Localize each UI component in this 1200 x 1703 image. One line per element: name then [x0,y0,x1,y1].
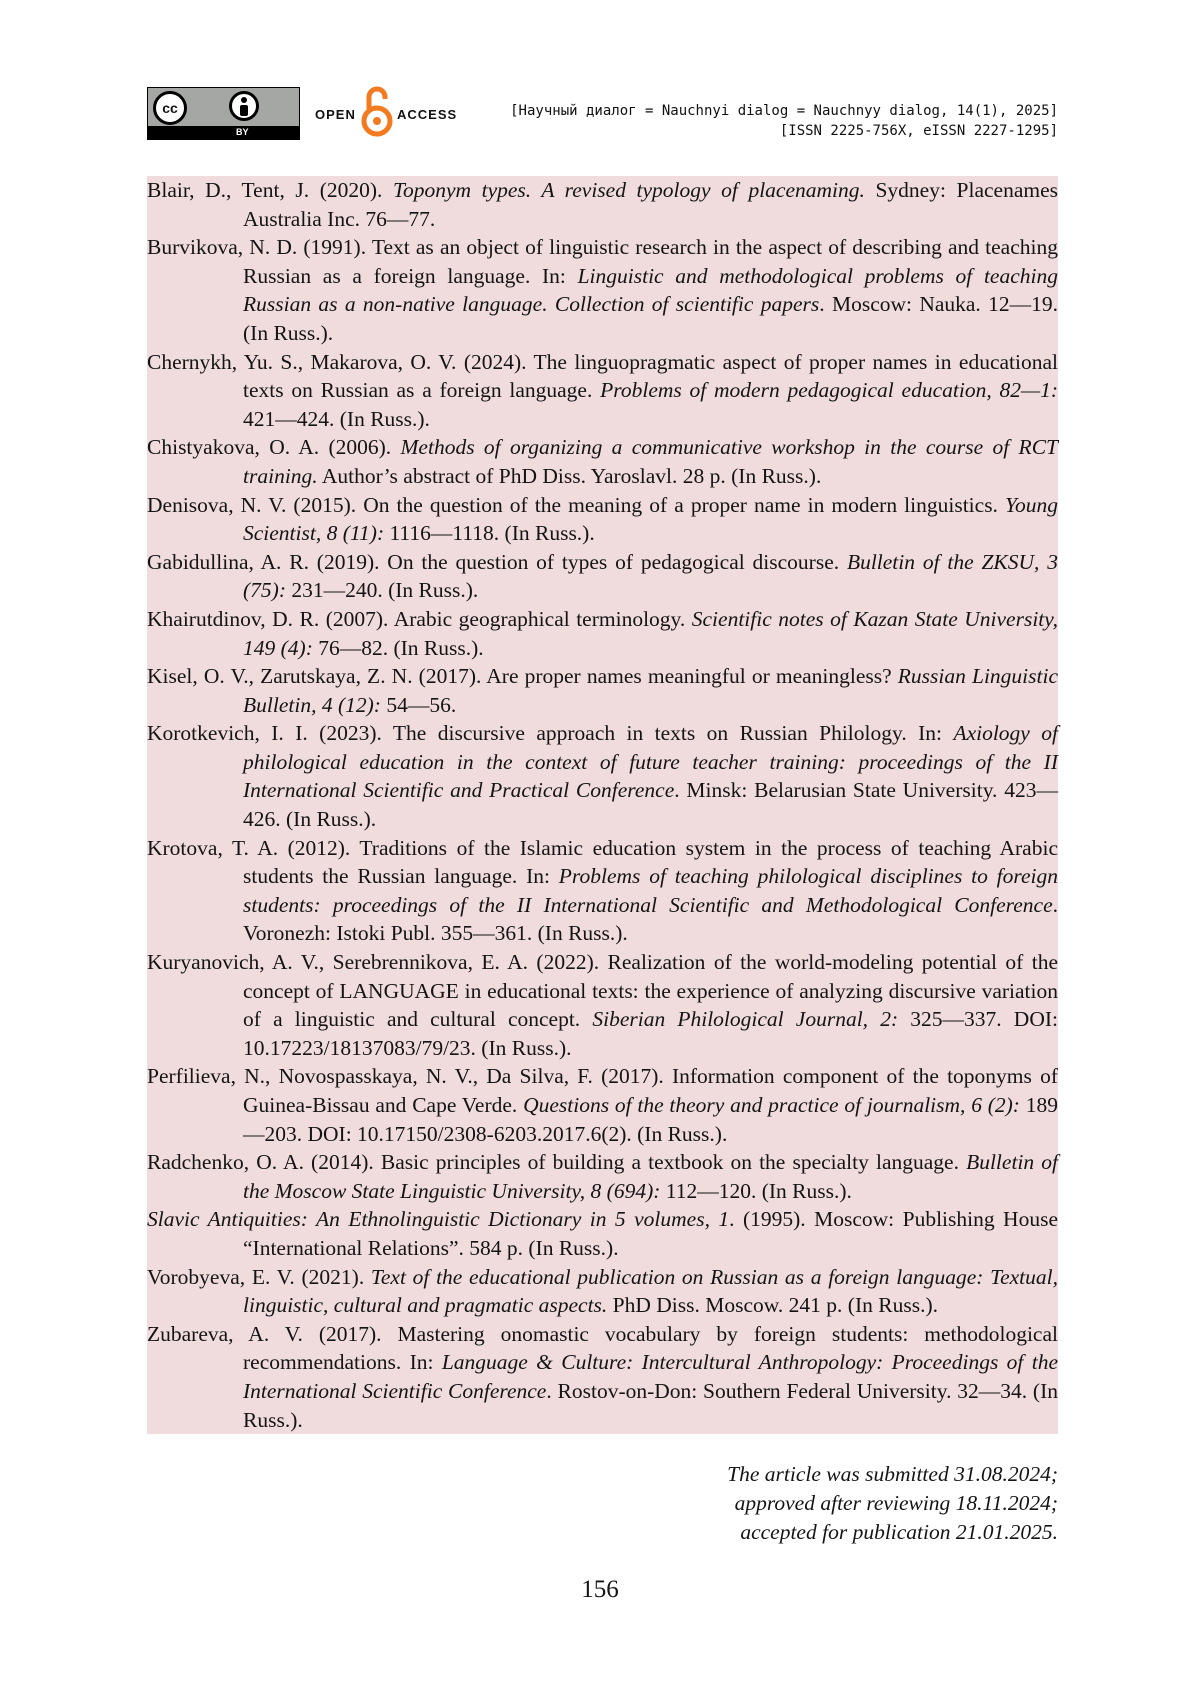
reference-title: Slavic Antiquities: An Ethnolinguistic Dictionary in 5 volumes, 1 [147,1207,729,1231]
reference-title: Questions of the theory and practice of journalism, 6 (2): [523,1093,1020,1117]
reference-entry [147,548,1058,605]
journal-reference [510,101,1058,141]
reference-title: Bulletin of the ZKSU, 3 (75): [243,550,1058,603]
open-access-open-label: OPEN [315,107,356,122]
journal-issn-line: [ISSN 2225-756X, eISSN 2227-1295] [510,121,1058,141]
reference-title: Young Scientist, 8 (11): [243,493,1058,546]
reference-entry [147,491,1058,548]
reference-entry [147,176,1058,233]
reference-entry [147,233,1058,347]
reference-details: 112—120. (In Russ.). [660,1179,852,1203]
accepted-date: accepted for publication 21.01.2025. [727,1518,1058,1547]
reference-title: Scientific notes of Kazan State University, 149 (4): [243,607,1058,660]
reference-authors: Zubareva, A. V. (2017). Mastering onomastic vocabulary by foreign students: methodological recommendations. In: [147,1322,1058,1375]
reference-title: Problems of teaching philological disciplines to foreign students: proceedings of the II International Scientific and Methodological Conference [243,864,1058,917]
reference-details: 1116—1118. (In Russ.). [384,521,595,545]
reference-title: Bulletin of the Moscow State Linguistic University, 8 (694): [243,1150,1058,1203]
reference-authors: Kisel, O. V., Zarutskaya, Z. N. (2017). Are proper names meaningful or meaningless? [147,664,898,688]
reference-authors: Kuryanovich, A. V., Serebrennikova, E. A. (2022). Realization of the world-modeling potential of the concept of LANGUAGE in educational texts: the experience of analyzing discursive variation of a linguistic and cultural concept. [147,950,1058,1031]
reference-title: Text of the educational publication on Russian as a foreign language: Textual, linguistic, cultural and pragmatic aspects. [243,1265,1058,1318]
open-lock-icon [361,85,397,139]
reference-details: 325—337. DOI: 10.17223/18137083/79/23. (In Russ.). [243,1007,1058,1060]
reference-entry [147,834,1058,948]
creative-commons-icon: cc [153,91,187,125]
reference-list [147,176,1058,1434]
reference-details: . Voronezh: Istoki Publ. 355—361. (In Russ.). [243,893,1058,946]
reference-details: . Moscow: Nauka. 12—19. (In Russ.). [243,292,1058,345]
reference-entry [147,1205,1058,1262]
reference-title: Linguistic and methodological problems of teaching Russian as a non-native language. Collection of scientific papers [243,264,1058,317]
reference-title: Russian Linguistic Bulletin, 4 (12): [243,664,1058,717]
reference-details: 54—56. [381,693,456,717]
submission-dates [727,1460,1058,1547]
journal-citation-line: [Научный диалог = Nauchnyi dialog = Nauchnyy dialog, 14(1), 2025] [510,101,1058,121]
approved-date: approved after reviewing 18.11.2024; [727,1489,1058,1518]
reference-authors: Blair, D., Tent, J. (2020). [147,178,393,202]
reference-authors: Krotova, T. A. (2012). Traditions of the Islamic education system in the process of teaching Arabic students the Russian language. In: [147,836,1058,889]
reference-authors: Khairutdinov, D. R. (2007). Arabic geographical terminology. [147,607,692,631]
reference-authors: Radchenko, O. A. (2014). Basic principles of building a textbook on the specialty language. [147,1150,966,1174]
reference-details: . Rostov-on-Don: Southern Federal University. 32—34. (In Russ.). [243,1379,1058,1432]
reference-details: 231—240. (In Russ.). [286,578,478,602]
reference-title: Problems of modern pedagogical education, 82—1: [600,378,1058,402]
reference-entry [147,719,1058,833]
open-access-logo [315,85,465,145]
reference-authors: Denisova, N. V. (2015). On the question of the meaning of a proper name in modern linguistics. [147,493,1005,517]
reference-details: PhD Diss. Moscow. 241 p. (In Russ.). [607,1293,938,1317]
open-access-access-label: ACCESS [397,107,457,122]
reference-details: . Minsk: Belarusian State University. 423—426. (In Russ.). [243,778,1058,831]
reference-details: 76—82. (In Russ.). [313,636,484,660]
reference-title: Siberian Philological Journal, 2: [592,1007,898,1031]
reference-entry [147,605,1058,662]
attribution-person-icon [229,91,259,121]
reference-authors: Burvikova, N. D. (1991). Text as an object of linguistic research in the aspect of describing and teaching Russian as a foreign language. In: [147,235,1058,288]
reference-entry [147,662,1058,719]
reference-details: Author’s abstract of PhD Diss. Yaroslavl. 28 p. (In Russ.). [318,464,822,488]
reference-authors: Vorobyeva, E. V. (2021). [147,1265,371,1289]
reference-entry [147,433,1058,490]
reference-entry [147,348,1058,434]
reference-authors: Korotkevich, I. I. (2023). The discursive approach in texts on Russian Philology. In: [147,721,953,745]
by-label: BY [236,126,249,139]
reference-entry [147,948,1058,1062]
submitted-date: The article was submitted 31.08.2024; [727,1460,1058,1489]
reference-title: Toponym types. A revised typology of placenaming. [393,178,865,202]
reference-authors: Chistyakova, O. A. (2006). [147,435,401,459]
reference-entry [147,1263,1058,1320]
reference-title: Methods of organizing a communicative workshop in the course of RCT training. [243,435,1058,488]
reference-entry [147,1062,1058,1148]
reference-details: 421—424. (In Russ.). [243,407,430,431]
reference-title: Language & Culture: Intercultural Anthropology: Proceedings of the International Scientific Conference [243,1350,1058,1403]
reference-authors: Perfilieva, N., Novospasskaya, N. V., Da Silva, F. (2017). Information component of the toponyms of Guinea-Bissau and Cape Verde. [147,1064,1058,1117]
page-number: 156 [0,1576,1200,1604]
reference-authors: Chernykh, Yu. S., Makarova, O. V. (2024). The linguopragmatic aspect of proper names in educational texts on Russian as a foreign language. [147,350,1058,403]
page-header [147,85,1058,145]
reference-details: Sydney: Placenames Australia Inc. 76—77. [243,178,1058,231]
reference-title: Axiology of philological education in the context of future teacher training: proceedings of the II International Scientific and Practical Conference [243,721,1058,802]
reference-entry [147,1148,1058,1205]
cc-by-license-badge[interactable] [147,87,300,140]
reference-details: 189—203. DOI: 10.17150/2308-6203.2017.6(2). (In Russ.). [243,1093,1058,1146]
reference-entry [147,1320,1058,1434]
reference-details: . (1995). Moscow: Publishing House “International Relations”. 584 p. (In Russ.). [243,1207,1058,1260]
reference-authors: Gabidullina, A. R. (2019). On the question of types of pedagogical discourse. [147,550,847,574]
